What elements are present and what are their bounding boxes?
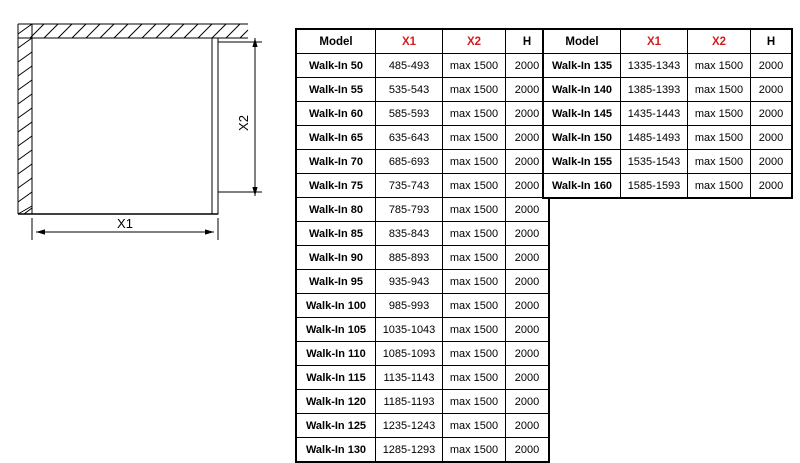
cell-model: Walk-In 120 bbox=[297, 390, 376, 414]
cell-x2: max 1500 bbox=[443, 198, 506, 222]
cell-x2: max 1500 bbox=[443, 54, 506, 78]
table-row bbox=[544, 54, 792, 78]
cell-x2: max 1500 bbox=[443, 318, 506, 342]
header-h: H bbox=[506, 30, 549, 54]
cell-h: 2000 bbox=[506, 318, 549, 342]
table-row bbox=[544, 174, 792, 198]
table-row bbox=[297, 318, 549, 342]
table-row bbox=[297, 414, 549, 438]
cell-x1: 1585-1593 bbox=[621, 174, 688, 198]
cell-model: Walk-In 50 bbox=[297, 54, 376, 78]
header-model: Model bbox=[544, 30, 621, 54]
cell-x2: max 1500 bbox=[443, 342, 506, 366]
cell-x2: max 1500 bbox=[443, 366, 506, 390]
cell-x1: 1285-1293 bbox=[376, 438, 443, 462]
dimension-x2-label: X2 bbox=[236, 115, 251, 131]
cell-x1: 1085-1093 bbox=[376, 342, 443, 366]
cell-h: 2000 bbox=[506, 414, 549, 438]
header-x1: X1 bbox=[621, 30, 688, 54]
table-row bbox=[297, 150, 549, 174]
table-header-row bbox=[544, 30, 792, 54]
table-row bbox=[544, 102, 792, 126]
cell-x2: max 1500 bbox=[443, 270, 506, 294]
cell-x1: 685-693 bbox=[376, 150, 443, 174]
cell-h: 2000 bbox=[751, 54, 792, 78]
cell-x2: max 1500 bbox=[688, 174, 751, 198]
table-row bbox=[297, 222, 549, 246]
cell-model: Walk-In 110 bbox=[297, 342, 376, 366]
cell-h: 2000 bbox=[506, 246, 549, 270]
table-row bbox=[297, 294, 549, 318]
cell-x2: max 1500 bbox=[688, 78, 751, 102]
cell-x1: 1535-1543 bbox=[621, 150, 688, 174]
glass-panel-outline bbox=[32, 38, 218, 214]
cell-h: 2000 bbox=[751, 150, 792, 174]
cell-h: 2000 bbox=[506, 102, 549, 126]
table-row bbox=[297, 78, 549, 102]
table-main-head bbox=[297, 30, 549, 54]
cell-x2: max 1500 bbox=[688, 54, 751, 78]
table-row bbox=[297, 366, 549, 390]
cell-x1: 535-543 bbox=[376, 78, 443, 102]
cell-x1: 785-793 bbox=[376, 198, 443, 222]
cell-x1: 1485-1493 bbox=[621, 126, 688, 150]
cell-model: Walk-In 90 bbox=[297, 246, 376, 270]
specification-table-main bbox=[295, 28, 550, 463]
cell-model: Walk-In 60 bbox=[297, 102, 376, 126]
cell-model: Walk-In 70 bbox=[297, 150, 376, 174]
cell-model: Walk-In 55 bbox=[297, 78, 376, 102]
ceiling-hatch-top bbox=[18, 24, 248, 38]
cell-x2: max 1500 bbox=[443, 222, 506, 246]
cell-x2: max 1500 bbox=[443, 246, 506, 270]
cell-h: 2000 bbox=[506, 438, 549, 462]
cell-model: Walk-In 80 bbox=[297, 198, 376, 222]
cell-x1: 1135-1143 bbox=[376, 366, 443, 390]
cell-model: Walk-In 75 bbox=[297, 174, 376, 198]
cell-h: 2000 bbox=[506, 78, 549, 102]
cell-x2: max 1500 bbox=[443, 78, 506, 102]
cell-x2: max 1500 bbox=[443, 150, 506, 174]
cell-x1: 835-843 bbox=[376, 222, 443, 246]
cell-x1: 985-993 bbox=[376, 294, 443, 318]
cell-x2: max 1500 bbox=[443, 390, 506, 414]
cell-x2: max 1500 bbox=[443, 126, 506, 150]
cell-x1: 585-593 bbox=[376, 102, 443, 126]
cell-h: 2000 bbox=[751, 102, 792, 126]
cell-x2: max 1500 bbox=[443, 294, 506, 318]
cell-x2: max 1500 bbox=[443, 438, 506, 462]
header-x2: X2 bbox=[688, 30, 751, 54]
table-second-body bbox=[544, 54, 792, 198]
cell-model: Walk-In 95 bbox=[297, 270, 376, 294]
cell-h: 2000 bbox=[506, 270, 549, 294]
cell-h: 2000 bbox=[506, 366, 549, 390]
cell-x1: 1235-1243 bbox=[376, 414, 443, 438]
table-row bbox=[297, 126, 549, 150]
table-row bbox=[297, 198, 549, 222]
cell-h: 2000 bbox=[751, 174, 792, 198]
cell-x2: max 1500 bbox=[443, 414, 506, 438]
cell-x2: max 1500 bbox=[688, 150, 751, 174]
cell-x1: 1035-1043 bbox=[376, 318, 443, 342]
cell-model: Walk-In 85 bbox=[297, 222, 376, 246]
table-row bbox=[297, 270, 549, 294]
cell-model: Walk-In 105 bbox=[297, 318, 376, 342]
table-second bbox=[543, 29, 792, 198]
table-row bbox=[297, 174, 549, 198]
cell-model: Walk-In 155 bbox=[544, 150, 621, 174]
cell-h: 2000 bbox=[506, 342, 549, 366]
cell-x2: max 1500 bbox=[443, 174, 506, 198]
cell-h: 2000 bbox=[751, 126, 792, 150]
cell-model: Walk-In 145 bbox=[544, 102, 621, 126]
table-row bbox=[544, 78, 792, 102]
cell-x1: 1185-1193 bbox=[376, 390, 443, 414]
cell-h: 2000 bbox=[506, 294, 549, 318]
cell-x1: 635-643 bbox=[376, 126, 443, 150]
cell-h: 2000 bbox=[506, 54, 549, 78]
table-second-head bbox=[544, 30, 792, 54]
cell-model: Walk-In 160 bbox=[544, 174, 621, 198]
table-row bbox=[544, 126, 792, 150]
cell-h: 2000 bbox=[751, 78, 792, 102]
cell-model: Walk-In 100 bbox=[297, 294, 376, 318]
table-row bbox=[297, 342, 549, 366]
cell-x2: max 1500 bbox=[688, 102, 751, 126]
table-row bbox=[297, 102, 549, 126]
header-x1: X1 bbox=[376, 30, 443, 54]
cell-x2: max 1500 bbox=[688, 126, 751, 150]
cell-h: 2000 bbox=[506, 390, 549, 414]
cell-h: 2000 bbox=[506, 126, 549, 150]
table-row bbox=[297, 54, 549, 78]
specification-table-second bbox=[542, 28, 793, 199]
cell-x1: 1435-1443 bbox=[621, 102, 688, 126]
table-main bbox=[296, 29, 549, 462]
cell-model: Walk-In 115 bbox=[297, 366, 376, 390]
cell-model: Walk-In 125 bbox=[297, 414, 376, 438]
cell-model: Walk-In 140 bbox=[544, 78, 621, 102]
technical-drawing bbox=[0, 0, 290, 439]
cell-x1: 885-893 bbox=[376, 246, 443, 270]
cell-x1: 1385-1393 bbox=[621, 78, 688, 102]
cell-x1: 735-743 bbox=[376, 174, 443, 198]
header-model: Model bbox=[297, 30, 376, 54]
table-main-body bbox=[297, 54, 549, 462]
dimension-x1-label: X1 bbox=[117, 216, 133, 231]
cell-h: 2000 bbox=[506, 222, 549, 246]
cell-x1: 1335-1343 bbox=[621, 54, 688, 78]
cell-x1: 485-493 bbox=[376, 54, 443, 78]
cell-x1: 935-943 bbox=[376, 270, 443, 294]
cell-x2: max 1500 bbox=[443, 102, 506, 126]
table-row bbox=[297, 246, 549, 270]
cell-h: 2000 bbox=[506, 198, 549, 222]
table-row bbox=[297, 438, 549, 462]
cell-model: Walk-In 150 bbox=[544, 126, 621, 150]
header-h: H bbox=[751, 30, 792, 54]
table-row bbox=[297, 390, 549, 414]
cell-h: 2000 bbox=[506, 174, 549, 198]
cell-model: Walk-In 65 bbox=[297, 126, 376, 150]
cell-model: Walk-In 135 bbox=[544, 54, 621, 78]
cell-model: Walk-In 130 bbox=[297, 438, 376, 462]
table-header-row bbox=[297, 30, 549, 54]
wall-hatch-left bbox=[18, 24, 32, 214]
header-x2: X2 bbox=[443, 30, 506, 54]
cell-h: 2000 bbox=[506, 150, 549, 174]
table-row bbox=[544, 150, 792, 174]
